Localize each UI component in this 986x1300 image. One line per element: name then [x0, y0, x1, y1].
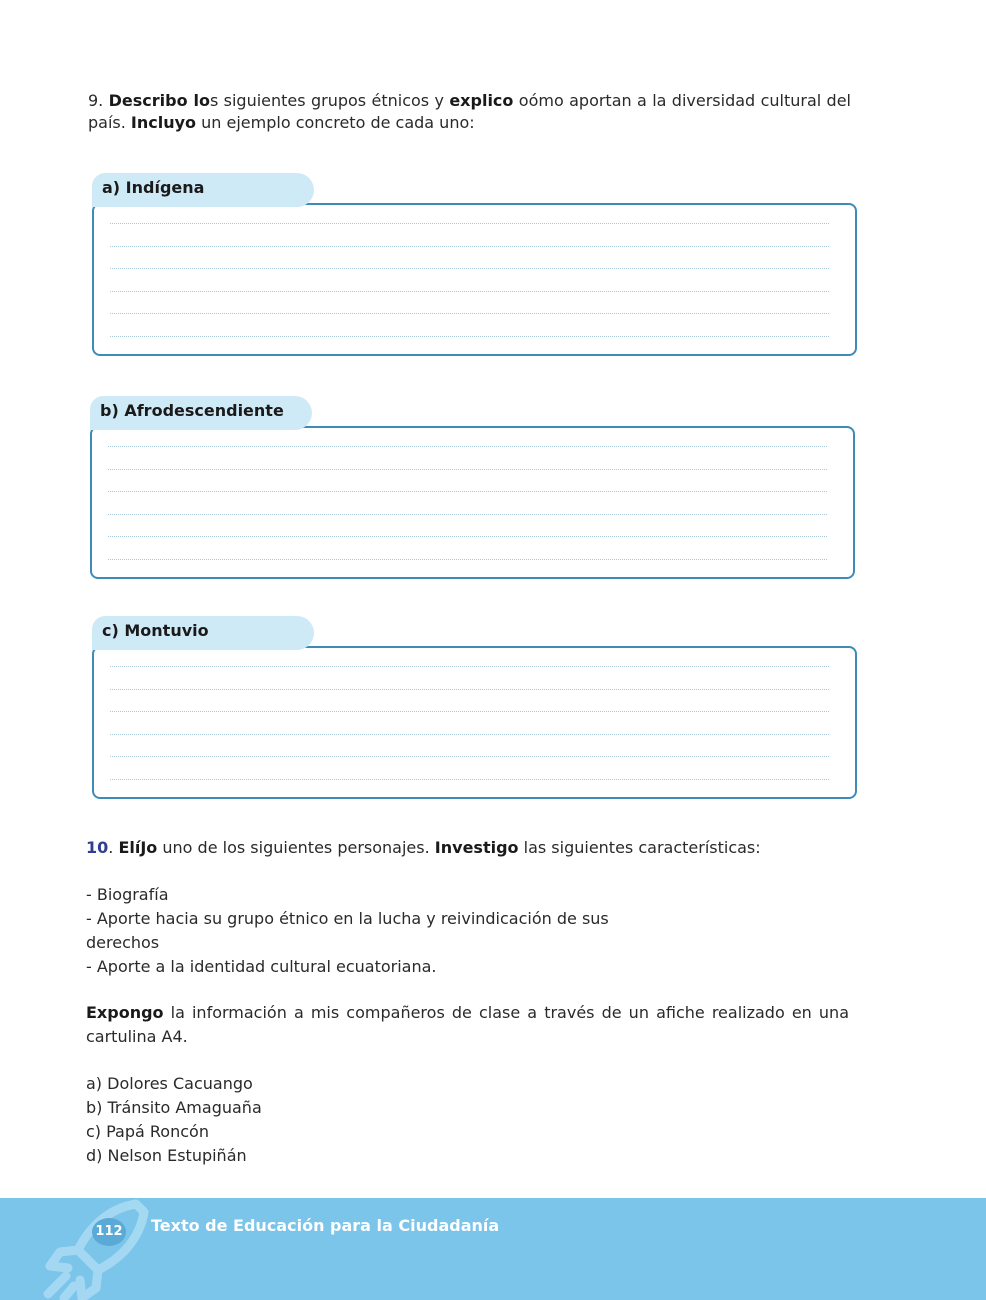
list-item: derechos [86, 933, 160, 952]
list-item: b) Tránsito Amaguaña [86, 1098, 262, 1117]
question-text: un ejemplo concreto de cada uno: [201, 113, 475, 132]
writing-line [110, 291, 829, 292]
writing-line [108, 559, 827, 560]
writing-line [110, 268, 829, 269]
writing-line [110, 734, 829, 735]
rocket-icon [40, 1198, 150, 1300]
writing-line [108, 446, 827, 447]
instruction-verb: Describo lo [108, 91, 210, 110]
writing-line [108, 514, 827, 515]
answer-box-indigena[interactable] [92, 203, 857, 356]
writing-line [110, 756, 829, 757]
question-9 [88, 90, 851, 134]
group-label-afrodescendiente: b) Afrodescendiente [90, 396, 312, 430]
group-label-montuvio: c) Montuvio [92, 616, 314, 650]
question-10 [86, 836, 851, 860]
characteristics-list [86, 883, 609, 979]
writing-line [110, 313, 829, 314]
question-number: 10 [86, 838, 109, 857]
character-options [86, 1072, 262, 1168]
instruction-verb: explico [449, 91, 514, 110]
group-label-indigena: a) Indígena [92, 173, 314, 207]
writing-line [108, 536, 827, 537]
question-text: las siguientes características: [523, 838, 761, 857]
list-item: d) Nelson Estupiñán [86, 1146, 247, 1165]
writing-line [110, 711, 829, 712]
list-item: - Aporte hacia su grupo étnico en la lucha y reivindicación de sus [86, 909, 609, 928]
instruction-verb: ElíJo [118, 838, 158, 857]
book-title: Texto de Educación para la Ciudadanía [151, 1216, 500, 1235]
writing-line [110, 223, 829, 224]
exposition-instruction [86, 1001, 849, 1049]
list-item: - Biografía [86, 885, 169, 904]
list-item: a) Dolores Cacuango [86, 1074, 253, 1093]
writing-line [108, 469, 827, 470]
answer-box-montuvio[interactable] [92, 646, 857, 799]
page-footer [0, 1198, 986, 1300]
list-item: - Aporte a la identidad cultural ecuatoriana. [86, 957, 437, 976]
writing-line [110, 666, 829, 667]
instruction-verb: Incluyo [130, 113, 197, 132]
instruction-text: la información a mis compañeros de clase a través de un afiche realizado en una cartulina A4. [86, 1003, 849, 1046]
instruction-verb: Expongo [86, 1003, 164, 1022]
question-text: uno de los siguientes personajes. [162, 838, 430, 857]
question-text: oómo aportan a la diversidad cultural del país. [88, 91, 851, 132]
writing-line [110, 246, 829, 247]
writing-line [110, 336, 829, 337]
writing-line [108, 491, 827, 492]
question-number: 9. [88, 91, 104, 110]
question-number-dot: . [108, 838, 114, 857]
list-item: c) Papá Roncón [86, 1122, 209, 1141]
answer-box-afrodescendiente[interactable] [90, 426, 855, 579]
page-number: 112 [92, 1218, 126, 1246]
writing-line [110, 689, 829, 690]
instruction-verb: Investigo [434, 838, 519, 857]
writing-line [110, 779, 829, 780]
question-text: s siguientes grupos étnicos y [209, 91, 444, 110]
